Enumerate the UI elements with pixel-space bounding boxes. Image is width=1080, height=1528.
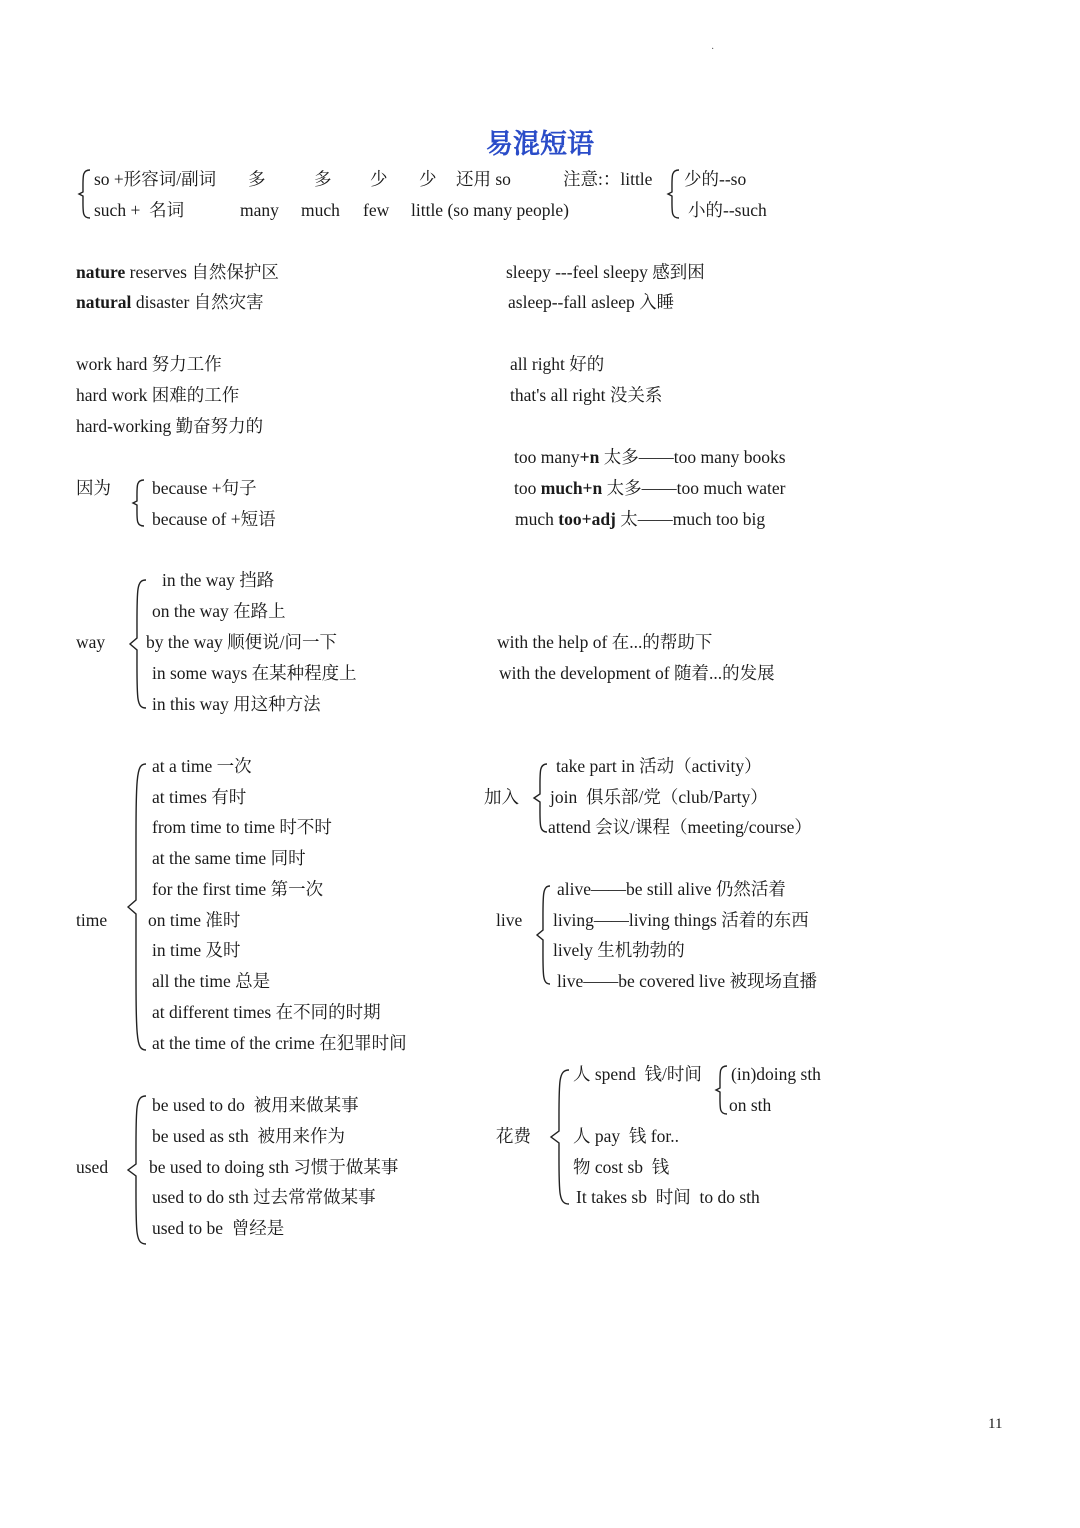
with-development-line: with the development of 随着...的发展	[499, 663, 775, 683]
time-item: at the same time 同时	[152, 848, 306, 868]
time-brace	[126, 762, 148, 1052]
because-label: 因为	[76, 478, 111, 498]
used-item: be used as sth 被用来作为	[152, 1126, 345, 1146]
time-item: from time to time 时不时	[152, 817, 332, 837]
word-much: much	[301, 200, 340, 220]
so-much-duo: 多	[314, 169, 332, 189]
too-many-line	[514, 446, 786, 468]
thats-all-right-line: that's all right 没关系	[510, 385, 663, 405]
natural-bold: natural	[76, 292, 132, 312]
way-item: by the way 顺便说/问一下	[146, 632, 338, 652]
live-item: living——living things 活着的东西	[553, 910, 809, 930]
too-much-c: 太多——too much water	[602, 478, 786, 498]
because-line-1: because +句子	[152, 478, 257, 498]
time-item: all the time 总是	[152, 971, 271, 991]
hard-working-line: hard-working 勤奋努力的	[76, 416, 264, 436]
much-too-c: 太——much too big	[615, 509, 766, 529]
spend-item: 物 cost sb 钱	[573, 1157, 670, 1177]
much-too-b: too+adj	[558, 509, 616, 529]
note-label: 注意:：little	[563, 169, 653, 189]
live-item: lively 生机勃勃的	[553, 940, 685, 960]
used-item: be used to do 被用来做某事	[152, 1095, 359, 1115]
natural-rest: disaster 自然灾害	[131, 292, 264, 312]
so-little-shao: 少	[419, 169, 437, 189]
used-item: used to be 曾经是	[152, 1218, 285, 1238]
so-also-note: 还用 so	[456, 169, 511, 189]
spend-label: 花费	[496, 1126, 531, 1146]
time-item: at the time of the crime 在犯罪时间	[152, 1033, 407, 1053]
so-such-brace	[78, 168, 92, 220]
way-item: in the way 挡路	[162, 570, 275, 590]
so-line: so +形容词/副词	[94, 169, 217, 189]
page-title: 易混短语	[486, 129, 594, 159]
much-too-line	[515, 508, 765, 530]
asleep-line: asleep--fall asleep 入睡	[508, 292, 675, 312]
spend-item: It takes sb 时间 to do sth	[576, 1187, 760, 1207]
so-many-duo: 多	[248, 169, 266, 189]
too-much-a: too	[514, 478, 541, 498]
used-brace	[126, 1094, 148, 1248]
word-little: little (so many people)	[411, 200, 569, 220]
too-much-line	[514, 477, 786, 499]
time-label: time	[76, 910, 108, 930]
too-much-b: much+n	[540, 478, 603, 498]
so-few-shao: 少	[370, 169, 388, 189]
spend-brace	[549, 1068, 571, 1208]
live-item: alive——be still alive 仍然活着	[557, 879, 786, 899]
way-item: in this way 用这种方法	[152, 694, 321, 714]
used-label: used	[76, 1157, 109, 1177]
join-item: take part in 活动（activity）	[556, 756, 762, 776]
join-brace	[533, 762, 549, 836]
live-label: live	[496, 910, 523, 930]
join-label: 加入	[484, 787, 519, 807]
used-item: used to do sth 过去常常做某事	[152, 1187, 376, 1207]
note-so: 少的--so	[684, 169, 747, 189]
time-item: in time 及时	[152, 940, 241, 960]
nature-line	[76, 261, 279, 283]
word-few: few	[363, 200, 390, 220]
spend-item: 人 pay 钱 for..	[573, 1126, 679, 1146]
such-line: such + 名词	[94, 200, 185, 220]
page-number: 11	[988, 1416, 1003, 1432]
hard-work-line: hard work 困难的工作	[76, 385, 240, 405]
way-label: way	[76, 632, 106, 652]
join-item: attend 会议/课程（meeting/course）	[548, 817, 812, 837]
too-many-c: 太多——too many books	[599, 447, 786, 467]
note-such: 小的--such	[688, 200, 767, 220]
page-dot: ·	[711, 44, 715, 55]
work-hard-line: work hard 努力工作	[76, 354, 222, 374]
live-brace	[536, 884, 552, 988]
time-item: for the first time 第一次	[152, 879, 324, 899]
note-brace	[667, 168, 681, 220]
too-many-b: +n	[579, 447, 600, 467]
time-item: at times 有时	[152, 787, 247, 807]
time-item: at a time 一次	[152, 756, 252, 776]
because-brace	[132, 478, 146, 528]
much-too-a: much	[515, 509, 559, 529]
because-line-2: because of +短语	[152, 509, 276, 529]
nature-rest: reserves 自然保护区	[125, 262, 279, 282]
with-help-line: with the help of 在...的帮助下	[497, 632, 713, 652]
sleepy-line: sleepy ---feel sleepy 感到困	[506, 262, 705, 282]
spend-sub-item: (in)doing sth	[731, 1064, 821, 1084]
too-many-a: too many	[514, 447, 580, 467]
way-item: on the way 在路上	[152, 601, 286, 621]
join-item: join 俱乐部/党（club/Party）	[550, 787, 768, 807]
way-item: in some ways 在某种程度上	[152, 663, 357, 683]
time-item: on time 准时	[148, 910, 241, 930]
all-right-line: all right 好的	[510, 354, 605, 374]
used-item: be used to doing sth 习惯于做某事	[149, 1157, 399, 1177]
natural-line	[76, 291, 264, 313]
nature-bold: nature	[76, 262, 126, 282]
spend-sub-brace	[715, 1064, 729, 1116]
word-many: many	[240, 200, 279, 220]
spend-sub-item: on sth	[729, 1095, 772, 1115]
time-item: at different times 在不同的时期	[152, 1002, 381, 1022]
spend-item: 人 spend 钱/时间	[573, 1064, 702, 1084]
way-brace	[128, 578, 148, 712]
live-item: live——be covered live 被现场直播	[557, 971, 818, 991]
